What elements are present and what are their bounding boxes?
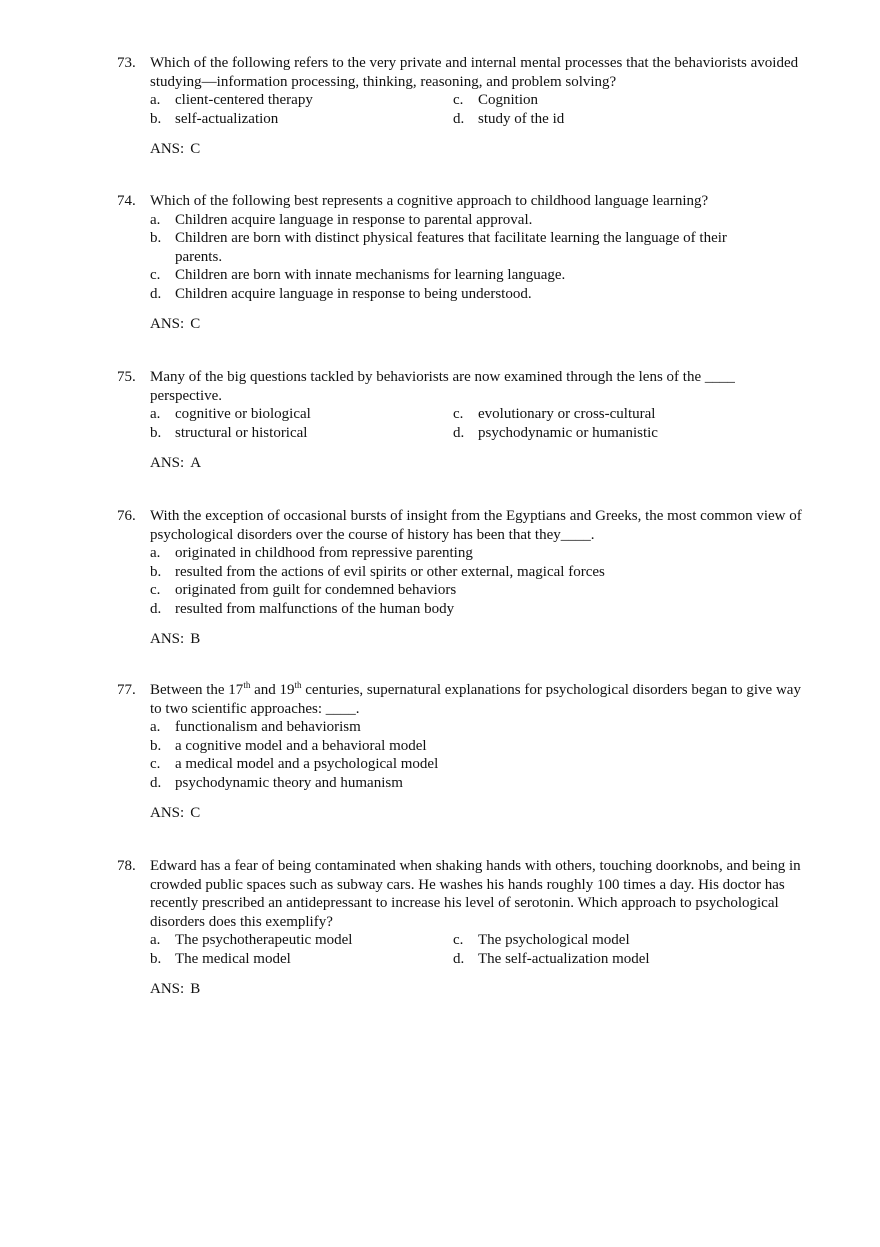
question-74 <box>117 192 807 334</box>
options <box>150 931 807 968</box>
question-73 <box>117 54 807 159</box>
answer-value: C <box>190 805 201 821</box>
answer-value: C <box>190 141 201 157</box>
question-stem: Which of the following refers to the very private and internal mental processes that the behaviorists avoided studying—information processing, thinking, reasoning, and problem solving? <box>150 55 799 90</box>
option-a: a. functionalism and behaviorism <box>150 719 361 735</box>
option-d: d. psychodynamic theory and humanism <box>150 774 403 791</box>
answer-value: A <box>190 455 202 471</box>
option-c: c. evolutionary or cross-cultural <box>453 406 656 422</box>
option-b: b. a cognitive model and a behavioral model <box>150 737 427 754</box>
answer-line: ANS: B <box>150 981 201 997</box>
answer-value: B <box>190 631 201 647</box>
question-stem: With the exception of occasional bursts of insight from the Egyptians and Greeks, the most common view of psychological disorders over the course of history has been that they____. <box>150 508 802 543</box>
option-a: a. The psychotherapeutic model <box>150 932 353 948</box>
question-number: 78. <box>117 858 136 874</box>
option-a: a. Children acquire language in response to parental approval. <box>150 211 533 228</box>
question-stem: Many of the big questions tackled by behaviorists are now examined through the lens of the ____ perspective. <box>150 369 735 404</box>
options <box>150 405 807 442</box>
question-76 <box>117 507 807 649</box>
option-d: d. Children acquire language in response to being understood. <box>150 285 532 302</box>
option-d: d. resulted from malfunctions of the human body <box>150 600 455 617</box>
question-number: 74. <box>117 193 136 209</box>
answer-line: ANS: C <box>150 805 201 821</box>
option-b: b. resulted from the actions of evil spirits or other external, magical forces <box>150 563 605 580</box>
options <box>150 544 807 618</box>
option-c: c. a medical model and a psychological model <box>150 756 439 772</box>
options <box>150 211 807 304</box>
question-number: 76. <box>117 508 136 524</box>
question-78 <box>117 857 807 999</box>
option-c: c. Children are born with innate mechanisms for learning language. <box>150 267 566 283</box>
option-a: a. originated in childhood from repressive parenting <box>150 545 473 561</box>
question-77 <box>117 681 807 823</box>
option-d: d. The self-actualization model <box>453 950 650 967</box>
option-d: d. psychodynamic or humanistic <box>453 424 658 441</box>
option-c: c. originated from guilt for condemned behaviors <box>150 582 457 598</box>
question-stem: Which of the following best represents a cognitive approach to childhood language learning? <box>150 193 709 209</box>
option-a: a. client-centered therapy <box>150 92 313 108</box>
options <box>150 718 807 792</box>
answer-line: ANS: B <box>150 631 201 647</box>
answer-line: ANS: C <box>150 141 201 157</box>
option-b: b. The medical model <box>150 950 291 967</box>
question-number: 77. <box>117 682 136 698</box>
question-stem: Edward has a fear of being contaminated when shaking hands with others, touching doorknobs, and being in crowded public spaces such as subway cars. He washes his hands roughly 100 times a day. His doctor has recently prescribed an antidepressant to increase his level of serotonin. Which approach to psychological disorders does this exemplify? <box>150 858 801 930</box>
question-stem: Between the 17th and 19th centuries, supernatural explanations for psychological disorders began to give way to two scientific approaches: ____. <box>150 680 801 717</box>
question-number: 73. <box>117 55 136 71</box>
option-d: d. study of the id <box>453 110 565 127</box>
option-a: a. cognitive or biological <box>150 406 311 422</box>
question-number: 75. <box>117 369 136 385</box>
option-c: c. Cognition <box>453 92 539 108</box>
option-c: c. The psychological model <box>453 932 630 948</box>
answer-line: ANS: C <box>150 316 201 332</box>
answer-value: B <box>190 981 201 997</box>
option-b: b. structural or historical <box>150 424 308 441</box>
options <box>150 91 807 128</box>
question-75 <box>117 368 807 473</box>
option-b: b. Children are born with distinct physical features that facilitate learning the language of their parents. <box>150 230 727 265</box>
option-b: b. self-actualization <box>150 110 279 127</box>
answer-line: ANS: A <box>150 455 202 471</box>
answer-value: C <box>190 316 201 332</box>
